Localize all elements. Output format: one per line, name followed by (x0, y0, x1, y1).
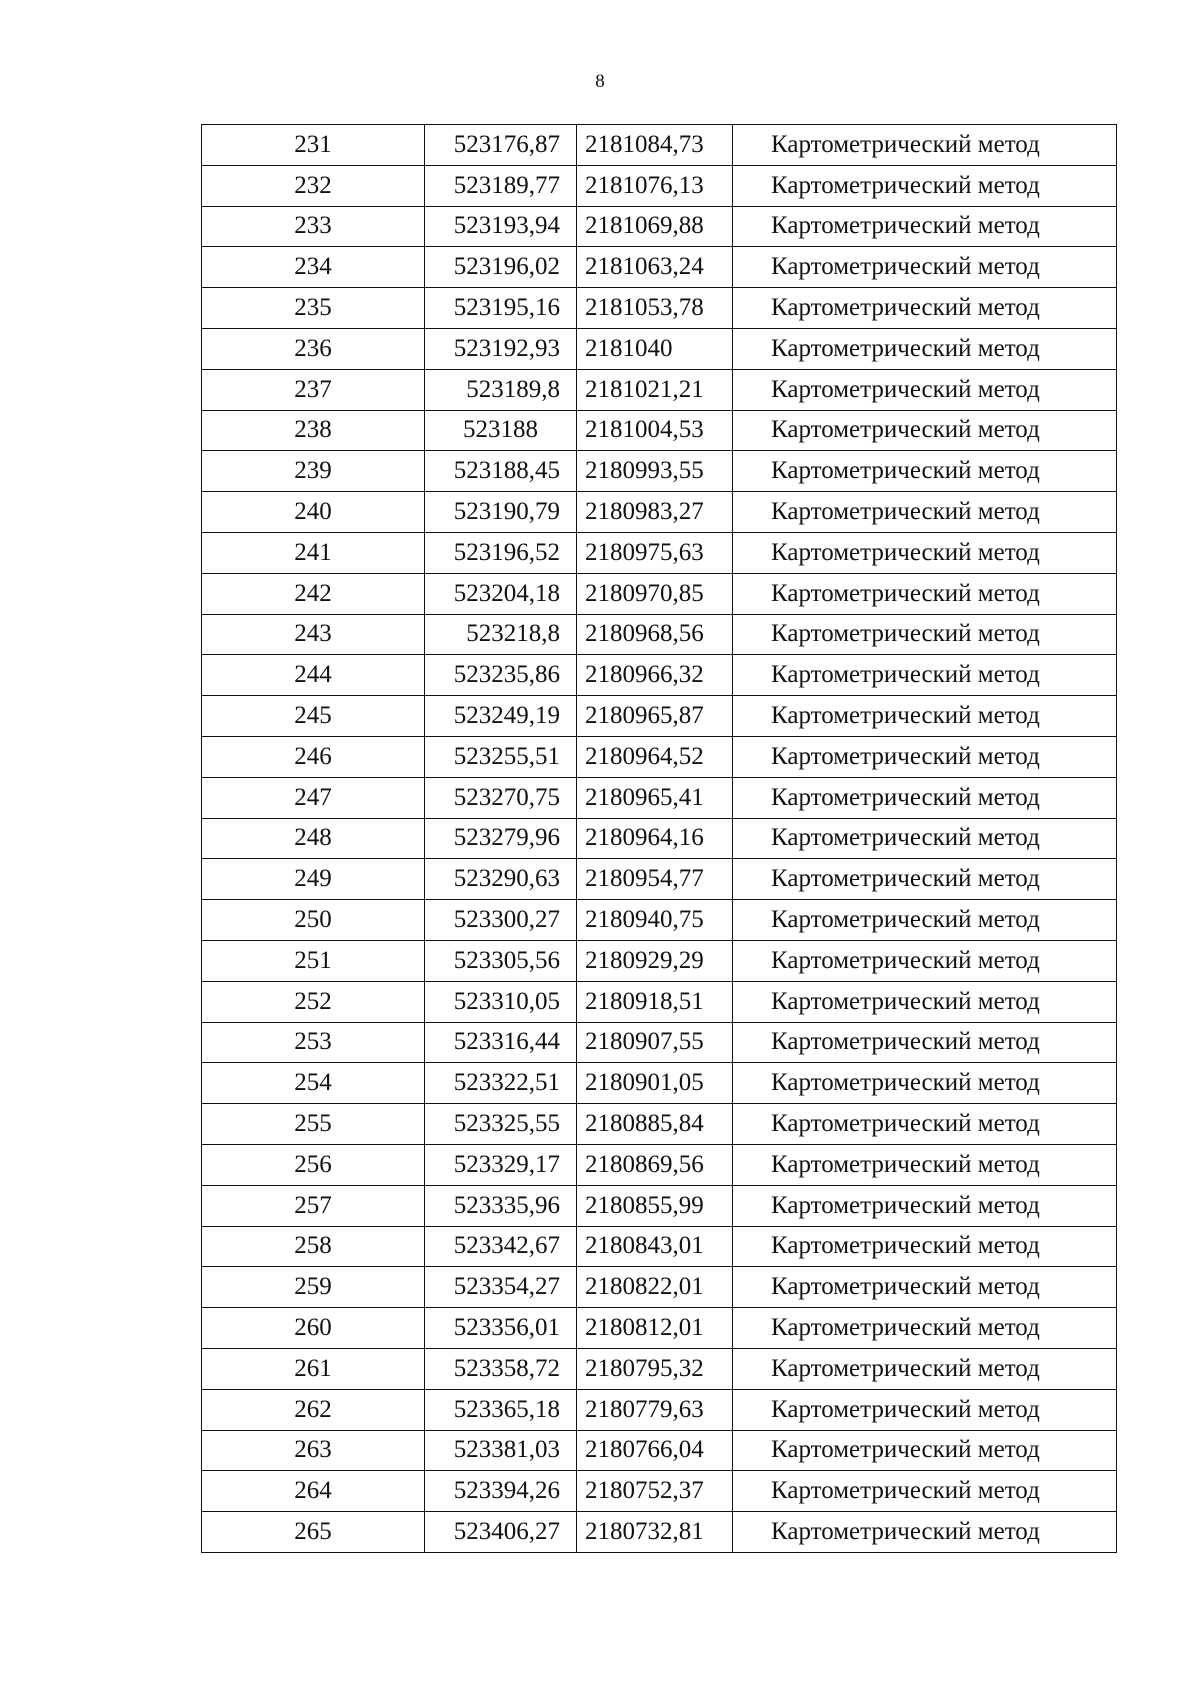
method-cell: Картометрический метод (733, 981, 1117, 1022)
method-cell: Картометрический метод (733, 696, 1117, 737)
point-number-cell: 257 (202, 1185, 425, 1226)
x-coordinate-cell: 523218,8 (425, 614, 577, 655)
point-number-cell: 250 (202, 900, 425, 941)
point-number-cell: 238 (202, 410, 425, 451)
method-cell: Картометрический метод (733, 410, 1117, 451)
method-cell: Картометрический метод (733, 451, 1117, 492)
y-coordinate-cell: 2180766,04 (577, 1430, 733, 1471)
method-cell: Картометрический метод (733, 736, 1117, 777)
point-number-cell: 237 (202, 369, 425, 410)
y-coordinate-cell: 2181021,21 (577, 369, 733, 410)
method-cell: Картометрический метод (733, 1267, 1117, 1308)
y-coordinate-cell: 2181076,13 (577, 165, 733, 206)
y-coordinate-cell: 2180901,05 (577, 1063, 733, 1104)
y-coordinate-cell: 2180779,63 (577, 1389, 733, 1430)
method-cell: Картометрический метод (733, 1226, 1117, 1267)
y-coordinate-cell: 2180993,55 (577, 451, 733, 492)
point-number-cell: 259 (202, 1267, 425, 1308)
y-coordinate-cell: 2180954,77 (577, 859, 733, 900)
x-coordinate-cell: 523195,16 (425, 288, 577, 329)
x-coordinate-cell: 523310,05 (425, 981, 577, 1022)
point-number-cell: 255 (202, 1104, 425, 1145)
x-coordinate-cell: 523290,63 (425, 859, 577, 900)
method-cell: Картометрический метод (733, 1348, 1117, 1389)
method-cell: Картометрический метод (733, 1308, 1117, 1349)
point-number-cell: 245 (202, 696, 425, 737)
point-number-cell: 231 (202, 125, 425, 166)
x-coordinate-cell: 523279,96 (425, 818, 577, 859)
method-cell: Картометрический метод (733, 818, 1117, 859)
point-number-cell: 241 (202, 532, 425, 573)
y-coordinate-cell: 2181069,88 (577, 206, 733, 247)
table-row (202, 1022, 1117, 1063)
y-coordinate-cell: 2180918,51 (577, 981, 733, 1022)
table-row (202, 1267, 1117, 1308)
method-cell: Картометрический метод (733, 1144, 1117, 1185)
y-coordinate-cell: 2180929,29 (577, 940, 733, 981)
table-row (202, 1471, 1117, 1512)
point-number-cell: 264 (202, 1471, 425, 1512)
method-cell: Картометрический метод (733, 369, 1117, 410)
table-row (202, 206, 1117, 247)
x-coordinate-cell: 523300,27 (425, 900, 577, 941)
y-coordinate-cell: 2180975,63 (577, 532, 733, 573)
x-coordinate-cell: 523255,51 (425, 736, 577, 777)
method-cell: Картометрический метод (733, 1512, 1117, 1553)
y-coordinate-cell: 2181063,24 (577, 247, 733, 288)
table-row (202, 900, 1117, 941)
y-coordinate-cell: 2180907,55 (577, 1022, 733, 1063)
method-cell: Картометрический метод (733, 1185, 1117, 1226)
table-row (202, 1226, 1117, 1267)
point-number-cell: 244 (202, 655, 425, 696)
y-coordinate-cell: 2181053,78 (577, 288, 733, 329)
x-coordinate-cell: 523356,01 (425, 1308, 577, 1349)
method-cell: Картометрический метод (733, 573, 1117, 614)
table-row (202, 736, 1117, 777)
x-coordinate-cell: 523365,18 (425, 1389, 577, 1430)
table-row (202, 777, 1117, 818)
table-row (202, 818, 1117, 859)
x-coordinate-cell: 523189,8 (425, 369, 577, 410)
point-number-cell: 233 (202, 206, 425, 247)
method-cell: Картометрический метод (733, 165, 1117, 206)
table-row (202, 1430, 1117, 1471)
point-number-cell: 265 (202, 1512, 425, 1553)
table-row (202, 655, 1117, 696)
point-number-cell: 242 (202, 573, 425, 614)
x-coordinate-cell: 523188 (425, 410, 577, 451)
x-coordinate-cell: 523249,19 (425, 696, 577, 737)
x-coordinate-cell: 523190,79 (425, 492, 577, 533)
x-coordinate-cell: 523316,44 (425, 1022, 577, 1063)
point-number-cell: 252 (202, 981, 425, 1022)
x-coordinate-cell: 523322,51 (425, 1063, 577, 1104)
table-row (202, 573, 1117, 614)
point-number-cell: 253 (202, 1022, 425, 1063)
y-coordinate-cell: 2180964,16 (577, 818, 733, 859)
method-cell: Картометрический метод (733, 1471, 1117, 1512)
table-row (202, 1144, 1117, 1185)
y-coordinate-cell: 2180965,87 (577, 696, 733, 737)
y-coordinate-cell: 2180795,32 (577, 1348, 733, 1389)
x-coordinate-cell: 523193,94 (425, 206, 577, 247)
x-coordinate-cell: 523270,75 (425, 777, 577, 818)
y-coordinate-cell: 2180970,85 (577, 573, 733, 614)
point-number-cell: 254 (202, 1063, 425, 1104)
point-number-cell: 249 (202, 859, 425, 900)
x-coordinate-cell: 523406,27 (425, 1512, 577, 1553)
point-number-cell: 261 (202, 1348, 425, 1389)
method-cell: Картометрический метод (733, 900, 1117, 941)
y-coordinate-cell: 2180752,37 (577, 1471, 733, 1512)
point-number-cell: 262 (202, 1389, 425, 1430)
point-number-cell: 234 (202, 247, 425, 288)
table-row (202, 1104, 1117, 1145)
x-coordinate-cell: 523189,77 (425, 165, 577, 206)
point-number-cell: 235 (202, 288, 425, 329)
x-coordinate-cell: 523335,96 (425, 1185, 577, 1226)
table-row (202, 1348, 1117, 1389)
coordinates-table-body (202, 125, 1117, 1553)
table-row (202, 165, 1117, 206)
method-cell: Картометрический метод (733, 328, 1117, 369)
method-cell: Картометрический метод (733, 1430, 1117, 1471)
table-row (202, 614, 1117, 655)
y-coordinate-cell: 2180885,84 (577, 1104, 733, 1145)
coordinates-table (201, 124, 1117, 1553)
method-cell: Картометрический метод (733, 940, 1117, 981)
x-coordinate-cell: 523358,72 (425, 1348, 577, 1389)
point-number-cell: 246 (202, 736, 425, 777)
table-row (202, 410, 1117, 451)
method-cell: Картометрический метод (733, 206, 1117, 247)
point-number-cell: 258 (202, 1226, 425, 1267)
y-coordinate-cell: 2181004,53 (577, 410, 733, 451)
y-coordinate-cell: 2180964,52 (577, 736, 733, 777)
x-coordinate-cell: 523204,18 (425, 573, 577, 614)
table-row (202, 247, 1117, 288)
table-row (202, 1389, 1117, 1430)
table-row (202, 125, 1117, 166)
table-row (202, 1063, 1117, 1104)
y-coordinate-cell: 2181084,73 (577, 125, 733, 166)
x-coordinate-cell: 523176,87 (425, 125, 577, 166)
method-cell: Картометрический метод (733, 1022, 1117, 1063)
x-coordinate-cell: 523325,55 (425, 1104, 577, 1145)
point-number-cell: 243 (202, 614, 425, 655)
point-number-cell: 236 (202, 328, 425, 369)
y-coordinate-cell: 2180965,41 (577, 777, 733, 818)
x-coordinate-cell: 523188,45 (425, 451, 577, 492)
y-coordinate-cell: 2180869,56 (577, 1144, 733, 1185)
table-row (202, 369, 1117, 410)
y-coordinate-cell: 2180966,32 (577, 655, 733, 696)
point-number-cell: 239 (202, 451, 425, 492)
method-cell: Картометрический метод (733, 614, 1117, 655)
method-cell: Картометрический метод (733, 655, 1117, 696)
page-number: 8 (595, 71, 605, 92)
point-number-cell: 256 (202, 1144, 425, 1185)
table-row (202, 859, 1117, 900)
method-cell: Картометрический метод (733, 1389, 1117, 1430)
method-cell: Картометрический метод (733, 777, 1117, 818)
y-coordinate-cell: 2180983,27 (577, 492, 733, 533)
x-coordinate-cell: 523196,52 (425, 532, 577, 573)
table-row (202, 532, 1117, 573)
method-cell: Картометрический метод (733, 532, 1117, 573)
x-coordinate-cell: 523305,56 (425, 940, 577, 981)
method-cell: Картометрический метод (733, 1104, 1117, 1145)
x-coordinate-cell: 523196,02 (425, 247, 577, 288)
x-coordinate-cell: 523192,93 (425, 328, 577, 369)
table-row (202, 981, 1117, 1022)
y-coordinate-cell: 2180822,01 (577, 1267, 733, 1308)
y-coordinate-cell: 2180732,81 (577, 1512, 733, 1553)
method-cell: Картометрический метод (733, 1063, 1117, 1104)
point-number-cell: 248 (202, 818, 425, 859)
method-cell: Картометрический метод (733, 247, 1117, 288)
point-number-cell: 232 (202, 165, 425, 206)
y-coordinate-cell: 2180940,75 (577, 900, 733, 941)
x-coordinate-cell: 523329,17 (425, 1144, 577, 1185)
table-row (202, 451, 1117, 492)
y-coordinate-cell: 2180968,56 (577, 614, 733, 655)
y-coordinate-cell: 2180812,01 (577, 1308, 733, 1349)
point-number-cell: 251 (202, 940, 425, 981)
point-number-cell: 263 (202, 1430, 425, 1471)
table-row (202, 1185, 1117, 1226)
y-coordinate-cell: 2181040 (577, 328, 733, 369)
x-coordinate-cell: 523342,67 (425, 1226, 577, 1267)
x-coordinate-cell: 523235,86 (425, 655, 577, 696)
table-row (202, 1512, 1117, 1553)
x-coordinate-cell: 523394,26 (425, 1471, 577, 1512)
table-row (202, 288, 1117, 329)
y-coordinate-cell: 2180843,01 (577, 1226, 733, 1267)
table-row (202, 328, 1117, 369)
table-row (202, 1308, 1117, 1349)
method-cell: Картометрический метод (733, 492, 1117, 533)
y-coordinate-cell: 2180855,99 (577, 1185, 733, 1226)
table-row (202, 696, 1117, 737)
table-row (202, 492, 1117, 533)
point-number-cell: 247 (202, 777, 425, 818)
method-cell: Картометрический метод (733, 288, 1117, 329)
method-cell: Картометрический метод (733, 859, 1117, 900)
table-row (202, 940, 1117, 981)
x-coordinate-cell: 523381,03 (425, 1430, 577, 1471)
method-cell: Картометрический метод (733, 125, 1117, 166)
point-number-cell: 240 (202, 492, 425, 533)
point-number-cell: 260 (202, 1308, 425, 1349)
x-coordinate-cell: 523354,27 (425, 1267, 577, 1308)
